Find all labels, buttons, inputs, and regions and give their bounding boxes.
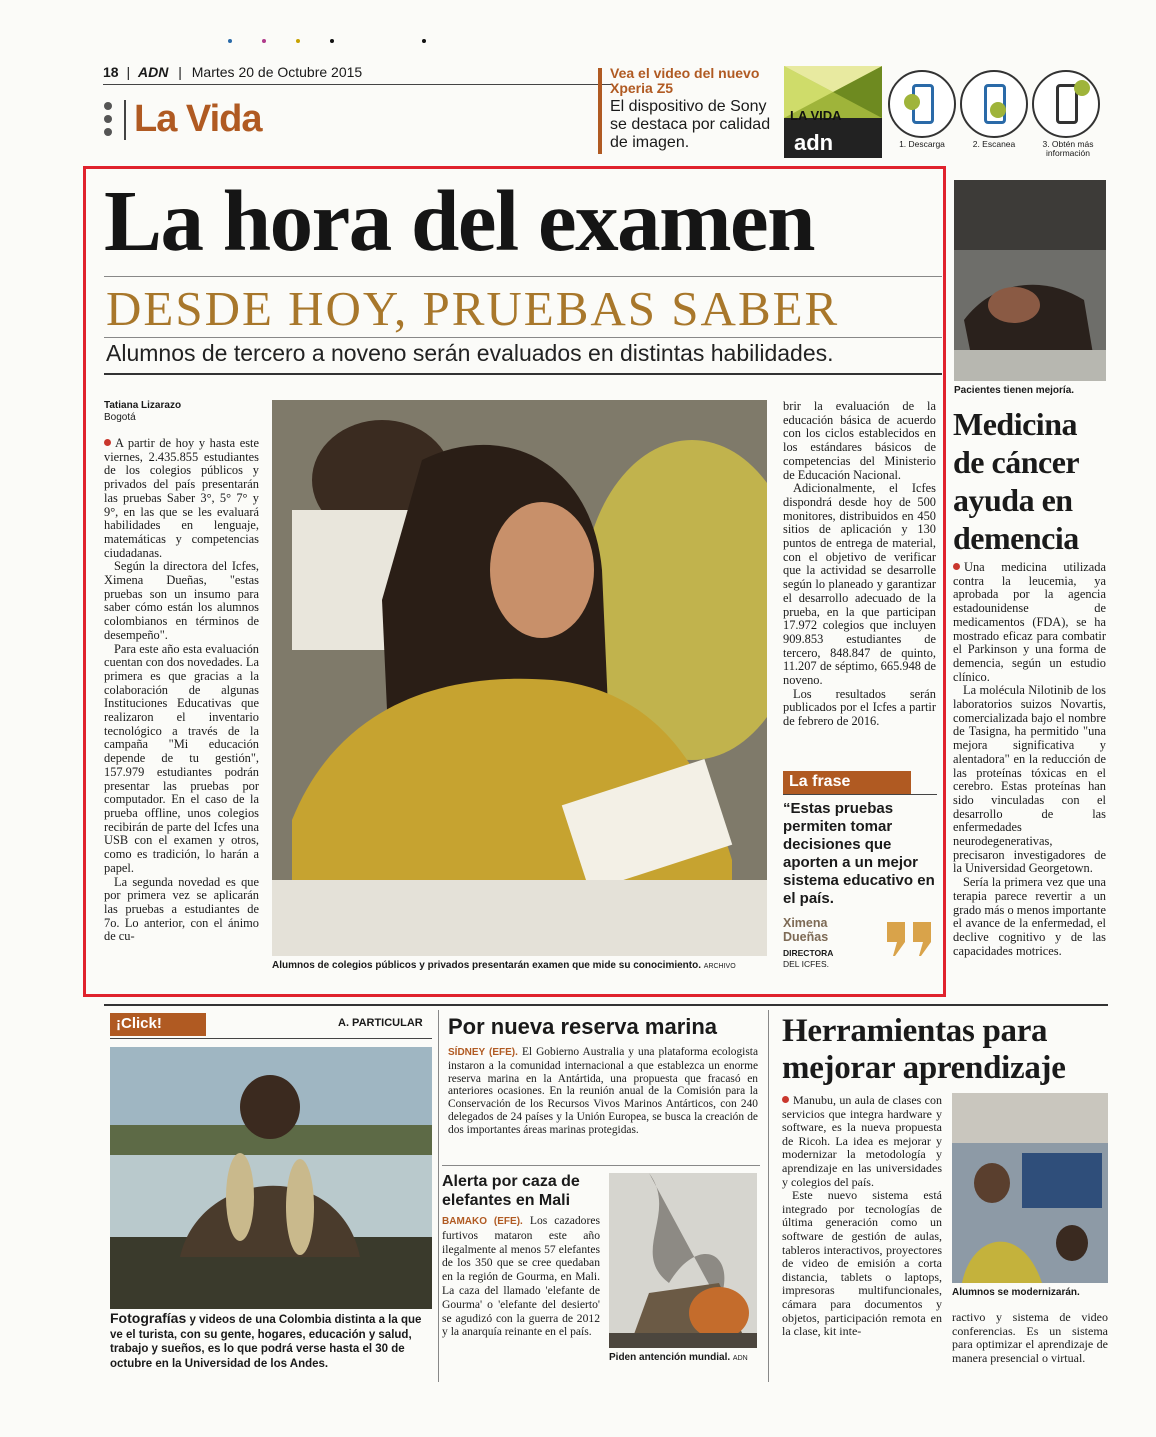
alerta-photo-caption xyxy=(609,1352,748,1363)
main-photo-caption xyxy=(272,960,736,971)
section-bullets-icon xyxy=(104,102,116,141)
paragraph: Manubu, un aula de clases con servicios que integra hardware y software, es la nueva propuesta de Ricoh. La idea es mejorar y modernizar la metodología y aprendizaje en las universidades y colegios del país. xyxy=(782,1093,942,1189)
students-exam-photo xyxy=(272,400,767,956)
main-column-1 xyxy=(104,437,259,944)
page-number: 18 xyxy=(103,64,119,80)
quote-text: “Estas pruebas permiten tomar decisiones que aporten a un mejor sistema educativo en el país. xyxy=(783,800,935,907)
rule xyxy=(110,1038,432,1039)
folio: 18 | ADN | Martes 20 de Octubre 2015 xyxy=(103,64,363,80)
click-text xyxy=(110,1311,430,1371)
herramientas-photo-caption: Alumnos se modernizarán. xyxy=(952,1287,1080,1298)
herramientas-continuation: ractivo y sistema de video conferencias. Es un sistema para optimizar el aprendizaje de manera presencial o virtual. xyxy=(952,1310,1108,1365)
bottom-rule xyxy=(104,1004,1108,1006)
quote-role xyxy=(783,948,833,970)
paragraph: Sería la primera vez que una terapia parece revertir a un grado más o menos importante el avance de la enfermedad, el declive cognitivo y de las capacidades motrices. xyxy=(953,875,1106,958)
column-divider xyxy=(768,1010,769,1382)
reserva-dateline: SÍDNEY (EFE). xyxy=(448,1047,518,1058)
section-divider xyxy=(124,100,126,140)
paragraph: Según la directora del Icfes, Ximena Dueñas, "estas pruebas son un insumo para saber cómo están los alumnos colombianos en términos de desempeño". xyxy=(104,559,259,642)
location: Bogotá xyxy=(104,412,136,423)
step-scan-icon xyxy=(960,70,1028,138)
photo-illustration xyxy=(952,1093,1108,1283)
quote-role-org: DEL ICFES. xyxy=(783,959,829,969)
click-body: y videos de una Colombia distinta a la que ve el turista, con su gente, hogares, educación y salud, trabajo y sueños, es lo que podrá verse hasta el 30 de octubre en la Universidad de los Andes. xyxy=(110,1314,422,1370)
paragraph: Una medicina utilizada contra la leucemia, ya aprobada por la agencia estadounidense de medicamentos (FDA), se ha mostrado eficaz para combatir el Parkinson y una forma de demencia, según un estudio clínico. xyxy=(953,560,1106,684)
alerta-headline: Alerta por caza de elefantes en Mali xyxy=(442,1173,580,1209)
ivory-fire-photo xyxy=(609,1173,757,1348)
side-column xyxy=(953,561,1106,958)
main-column-2 xyxy=(783,400,936,729)
side-headline: Medicina de cáncer ayuda en demencia xyxy=(953,406,1079,556)
paragraph: brir la evaluación de la educación básica de acuerdo con los ciclos establecidos en los estándares básicos de competencias del Ministerio de Educación Nacional. xyxy=(783,399,936,482)
paragraph: Los resultados serán publicados por el Icfes a partir de febrero de 2016. xyxy=(783,686,936,729)
rule xyxy=(442,1165,760,1166)
step-label: 2. Escanea xyxy=(972,139,1016,149)
byline xyxy=(104,400,181,424)
side-photo-caption: Pacientes tienen mejoría. xyxy=(954,385,1075,396)
caption-text: Alumnos de colegios públicos y privados presentarán examen que mide su conocimiento. xyxy=(272,960,701,971)
column-divider xyxy=(438,1010,439,1382)
reserva-headline: Por nueva reserva marina xyxy=(448,1014,718,1039)
step-download-icon xyxy=(888,70,956,138)
brand-logo: ADN xyxy=(138,64,169,80)
promo-body: El dispositivo de Sony se destaca por calidad de imagen. xyxy=(610,98,771,151)
quote-marks-icon xyxy=(885,920,933,958)
photo-illustration xyxy=(272,400,767,956)
patient-photo xyxy=(954,180,1106,381)
app-logo-line2: adn xyxy=(794,130,834,155)
alerta-body: Los cazadores furtivos mataron este año ilegalmente al menos 57 elefantes de los 350 que se cree quedaban en la región de Gourma, en Mali. La caza del llamado 'elefante de Gourma' o 'elefante del desierto' se agudizó con la guerra de 2012 y la anarquía reinante en el país. xyxy=(442,1214,600,1339)
classroom-photo xyxy=(952,1093,1108,1283)
photo-credit: ARCHIVO xyxy=(703,963,736,970)
alerta-text xyxy=(442,1214,600,1339)
herramientas-column xyxy=(782,1094,942,1339)
rule xyxy=(783,794,937,795)
rule xyxy=(104,337,942,338)
main-deck: Alumnos de tercero a noveno serán evaluados en distintas habilidades. xyxy=(106,340,834,366)
click-credit: A. PARTICULAR xyxy=(338,1017,423,1029)
paragraph: A partir de hoy y hasta este viernes, 2.435.855 estudiantes de los colegios públicos y privados del país presentarán las pruebas Saber 3°, 5° 7° y 9°, en las que se les evaluará habilidades en lenguaje, matemáticas y competencias ciudadanas. xyxy=(104,436,259,560)
issue-date: Martes 20 de Octubre 2015 xyxy=(191,64,363,80)
reserva-body: El Gobierno Australia y una plataforma ecologista instaron a la comunidad internacional a que establezca un enorme reserva marina en la Antártida, una propuesta que fracasó en anteriores ocasiones. En la reunión anual de la Comisión para la Conservación de los Recursos Vivos Marinos Antárticos, con 240 delegados de 24 países y la Unión Europea, se busca la creación de dos importantes áreas marinas protegidas. xyxy=(448,1046,759,1136)
rule xyxy=(104,276,942,277)
fisherman-photo xyxy=(110,1047,432,1309)
click-lead: Fotografías xyxy=(110,1310,187,1326)
section-title: La Vida xyxy=(134,98,262,140)
paragraph: Para este año esta evaluación cuentan con dos novedades. La primera es que gracias a la colaboración de algunas Instituciones Educativas que realizaron el inventario tecnológico a través de la campaña "Mi educación depende de tu gestión", 157.979 estudiantes podrán presentar las pruebas por computador. En el caso de la prueba offline, unos colegios recibirán de parte del Icfes una USB con el examen y otros, como es tradición, lo harán a papel. xyxy=(104,641,259,875)
main-kicker: DESDE HOY, PRUEBAS SABER xyxy=(106,281,840,336)
paragraph: Este nuevo sistema está integrado por tecnologías de última generación como un software de gestión de aulas, tableros interactivos, proyectores de video de emisión a corta distancia, tablets o laptops, impresoras multifuncionales, cámara para documentos y objetos, participación remota en la clase, kit inte- xyxy=(782,1188,942,1339)
bullet-icon xyxy=(782,1096,789,1103)
registration-marks xyxy=(228,30,456,48)
promo-title[interactable]: Vea el video del nuevo Xperia Z5 xyxy=(610,65,760,96)
rule xyxy=(104,373,942,375)
quote-tag: La frase xyxy=(783,771,911,794)
paragraph: La segunda novedad es que por primera vez se aplicarán las pruebas a estudiantes de 7o. Lo anterior, con el ánimo de cu- xyxy=(104,874,259,944)
bullet-icon xyxy=(104,439,111,446)
herramientas-headline: Herramientas para mejorar aprendizaje xyxy=(782,1013,1066,1086)
paragraph: Adicionalmente, el Icfes dispondrá desde hoy de 500 monitores, distribuidos en 450 sitios de aplicación y 130 puntos de entrega de material, con el objetivo de verificar que la actividad se desarrolle según lo planeado y garantizar el desarrollo adecuado de la prueba, en la que participan 17.972 colegios que incluyen 909.853 estudiantes de tercero, 848.847 de quinto, 11.207 de séptimo, 665.948 de noveno. xyxy=(783,481,936,688)
bullet-icon xyxy=(953,563,960,570)
photo-illustration xyxy=(609,1173,757,1348)
step-info-icon xyxy=(1032,70,1100,138)
promo-bar xyxy=(598,68,602,154)
author: Tatiana Lizarazo xyxy=(104,400,182,411)
photo-illustration xyxy=(110,1047,432,1309)
click-tag: ¡Click! xyxy=(110,1013,206,1036)
app-logo xyxy=(784,66,882,158)
quote-name: Ximena Dueñas xyxy=(783,916,829,944)
step-label: 1. Descarga xyxy=(899,139,945,149)
header-rule xyxy=(103,84,613,85)
paragraph: La molécula Nilotinib de los laboratorios suizos Novartis, comercializada bajo el nombre de Tasigna, ha permitido "una mejora significativa y alentadora" en la reducción de las proteínas tóxicas en el cerebro. Estas proteínas han sido vinculadas con el desarrollo de las enfermedades neurodegenerativas, precisaron investigadores de la Universidad Georgetown. xyxy=(953,683,1106,876)
app-logo-line1: LA VIDA xyxy=(790,108,842,123)
step-label: 3. Obtén más información xyxy=(1042,139,1094,158)
photo-illustration xyxy=(954,180,1106,381)
alerta-dateline: BAMAKO (EFE). xyxy=(442,1216,523,1227)
main-headline: La hora del examen xyxy=(104,172,815,269)
caption-text: Piden antención mundial. xyxy=(609,1352,731,1363)
reserva-text xyxy=(448,1046,758,1137)
quote-role-title: DIRECTORA xyxy=(783,948,834,958)
photo-credit: ADN xyxy=(732,1355,748,1362)
